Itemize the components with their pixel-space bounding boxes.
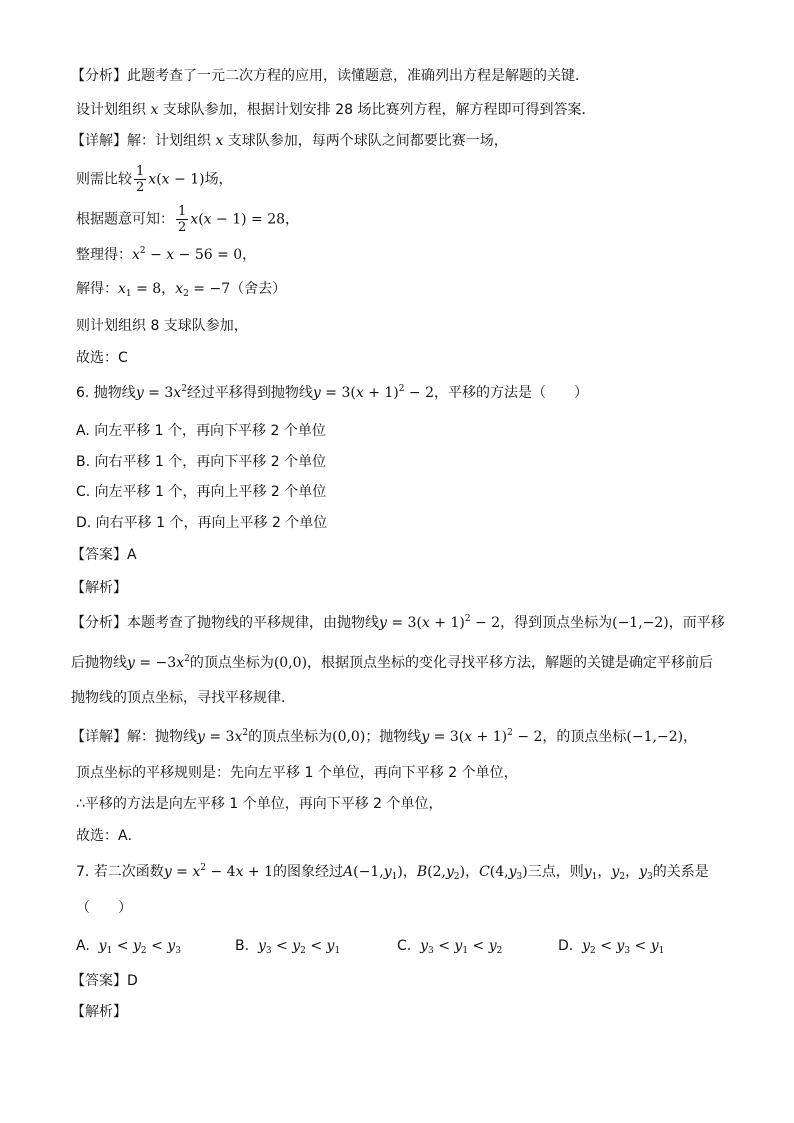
q7-answer: 【答案】D xyxy=(71,973,138,989)
q5-need-line: 则需比较 $\frac{1}{2}$ x(x − 1)场， xyxy=(76,164,233,195)
q7-option-d: D. $y_2 < y_3 < y_1$ xyxy=(558,938,665,956)
q6-answer: 【答案】A xyxy=(71,547,137,563)
q5-choice-line: 故选：C xyxy=(76,350,128,366)
q6-jiexi-heading: 【解析】 xyxy=(71,580,127,596)
q5-analysis-line: 【分析】此题考查了一元二次方程的应用，读懂题意，准确列出方程是解题的关键． xyxy=(71,68,589,84)
q6-detail-line-1: 【详解】解：抛物线$y = 3x^2$的顶点坐标为(0,0)；抛物线$y = 3(x + 1)^2 - 2$，的顶点坐标(−1,−2)， xyxy=(71,728,698,745)
q5-equation-line: 根据题意可知： $\frac{1}{2}$ x(x − 1) = 28， xyxy=(76,204,300,235)
q6-option-d: D. 向右平移 1 个，再向上平移 2 个单位 xyxy=(76,515,328,531)
q6-detail-line-2: 顶点坐标的平移规则是：先向左平移 1 个单位，再向下平移 2 个单位， xyxy=(76,765,518,781)
q6-option-b: B. 向右平移 1 个，再向下平移 2 个单位 xyxy=(76,454,327,470)
q6-analysis-line-3: 抛物线的顶点坐标，寻找平移规律． xyxy=(71,690,295,706)
q7-option-b: B. $y_3 < y_2 < y_1$ xyxy=(235,938,341,956)
q6-stem: 6. 抛物线$y = 3x^2$经过平移得到抛物线$y = 3(x + 1)^2 - 2$，平移的方法是（ ） xyxy=(76,384,589,401)
q5-detail-line: 【详解】解：计划组织 x 支球队参加，每两个球队之间都要比赛一场， xyxy=(71,133,508,149)
q7-option-a: A. $y_1 < y_2 < y_3$ xyxy=(76,938,181,956)
q6-choice-line: 故选：A． xyxy=(76,828,142,844)
q7-stem: 7. 若二次函数$y = x^2 - 4x + 1$的图象经过$A(-1,y_1)$，$B(2,y_2)$，$C(4,y_3)$三点，则$y_1$，$y_2$，$y_3$的关系是 xyxy=(76,863,709,882)
q6-analysis-line-1: 【分析】本题考查了抛物线的平移规律，由抛物线$y = 3(x + 1)^2 - 2$，得到顶点坐标为(−1,−2)，而平移 xyxy=(71,614,725,631)
q7-paren: （ ） xyxy=(76,900,132,916)
q7-option-c: C. $y_3 < y_1 < y_2$ xyxy=(397,938,503,956)
q6-option-a: A. 向左平移 1 个，再向下平移 2 个单位 xyxy=(76,423,326,439)
q5-conclusion-line: 则计划组织 8 支球队参加， xyxy=(76,318,248,334)
q5-simplify-line: 整理得：$x^2 - x - 56 = 0$， xyxy=(76,246,257,263)
q7-jiexi-heading: 【解析】 xyxy=(71,1004,127,1020)
q6-option-c: C. 向左平移 1 个，再向上平移 2 个单位 xyxy=(76,484,327,500)
q6-detail-line-3: ∴平移的方法是向左平移 1 个单位，再向下平移 2 个单位， xyxy=(76,796,443,812)
q5-approach-line: 设计划组织 x 支球队参加，根据计划安排 28 场比赛列方程，解方程即可得到答案． xyxy=(76,102,596,118)
q6-analysis-line-2: 后抛物线$y = -3x^2$的顶点坐标为(0,0)，根据顶点坐标的变化寻找平移方法，解题的关键是确定平移前后 xyxy=(71,654,714,671)
q5-solution-line: 解得：$x_1 = 8$，$x_2 = -7$（舍去） xyxy=(76,281,287,299)
